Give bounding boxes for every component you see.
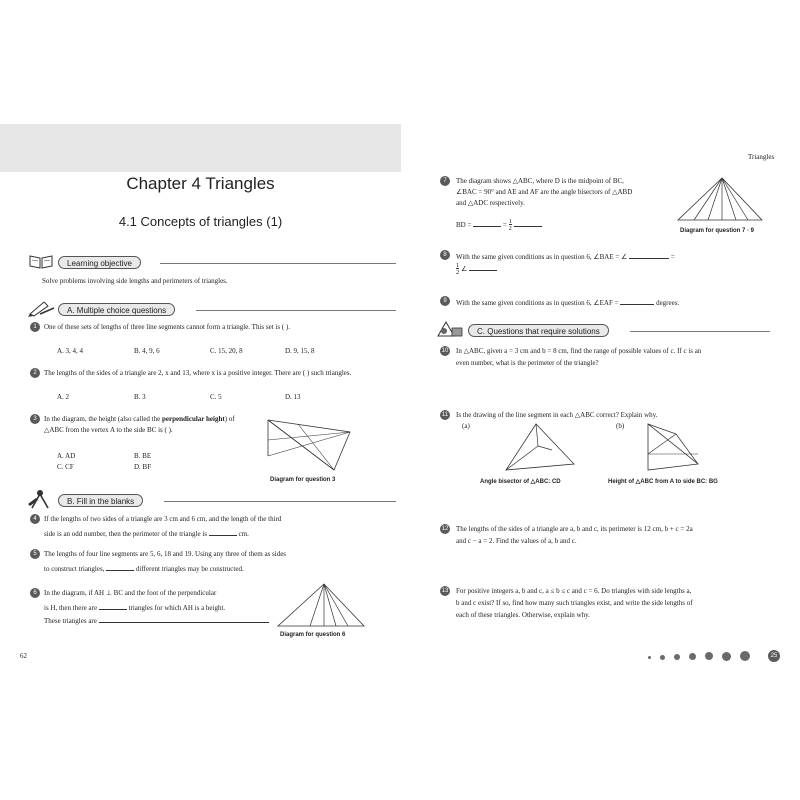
answer-blank[interactable] [209, 527, 237, 536]
question-4-line2: side is an odd number, then the perimeter of the triangle is cm. [44, 527, 249, 540]
answer-blank[interactable] [106, 562, 134, 571]
q1-option-d: D. 9, 15, 8 [285, 347, 315, 355]
section-title: 4.1 Concepts of triangles (1) [118, 214, 283, 229]
learning-objective-label: Learning objective [58, 256, 141, 269]
chapter-banner [0, 124, 401, 172]
q3-option-d: D. BF [134, 463, 152, 471]
question-8-line1: With the same given conditions as in question 6, ∠BAE = ∠ = [456, 250, 675, 263]
q2-option-a: A. 2 [57, 393, 70, 401]
question-6-line1: In the diagram, if AH ⊥ BC and the foot of the perpendicular [44, 589, 217, 597]
question-10-line2: even number, what is the perimeter of the triangle? [456, 359, 599, 367]
question-number-6: 6 [30, 588, 40, 598]
answer-blank[interactable] [620, 296, 654, 305]
running-header: Triangles [748, 153, 775, 161]
diagram-question-11a [500, 420, 580, 476]
answer-blank[interactable] [514, 218, 542, 227]
q2-option-b: B. 3 [134, 393, 146, 401]
diagram-7-caption: Diagram for question 7 · 9 [680, 228, 755, 234]
section-a-label: A. Multiple choice questions [58, 303, 175, 316]
question-number-5: 5 [30, 549, 40, 559]
question-number-3: 3 [30, 414, 40, 424]
question-number-13: 13 [441, 588, 449, 594]
divider [630, 331, 770, 332]
question-9-line1: With the same given conditions as in question 6, ∠EAF = degrees. [456, 296, 679, 309]
diagram-question-6 [274, 580, 370, 632]
chapter-title: Chapter 4 Triangles [126, 174, 275, 193]
divider [164, 501, 396, 502]
question-10-line1: In △ABC, given a = 3 cm and b = 8 cm, find the range of possible values of c. If c is an [456, 347, 702, 355]
answer-blank[interactable] [469, 262, 497, 271]
objective-text: Solve problems involving side lengths and perimeters of triangles. [42, 277, 228, 285]
q3-option-b: B. BE [134, 452, 152, 460]
question-5-line1: The lengths of four line segments are 5, 6, 18 and 19. Using any three of them as sides [44, 550, 287, 558]
question-4-line1: If the lengths of two sides of a triangle are 3 cm and 6 cm, and the length of the third [44, 515, 282, 523]
diagram-question-3 [258, 412, 374, 476]
diagram-6-caption: Diagram for question 6 [280, 632, 346, 638]
question-13-line1: For positive integers a, b and c, a ≤ b ≤ c and c = 6. Do triangles with side lengths a, [456, 587, 692, 595]
page-dot [705, 652, 713, 660]
question-8-line2: $\frac{1}{2}$ ∠ [456, 262, 497, 276]
question-12-line2: and c − a = 2. Find the values of a, b and c. [456, 537, 577, 545]
divider [160, 263, 396, 264]
question-1-text: One of these sets of lengths of three line segments cannot form a triangle. This set is ( ). [44, 323, 290, 331]
question-number-12: 12 [441, 526, 449, 532]
question-number-11: 11 [441, 412, 449, 418]
question-7-line4: BD = = $\frac{1}{2}$ [456, 218, 542, 232]
page-dot [660, 655, 665, 660]
answer-blank[interactable] [473, 218, 501, 227]
q3-option-c: C. CF [57, 463, 74, 471]
q1-option-a: A. 3, 4, 4 [57, 347, 84, 355]
answer-blank[interactable] [99, 601, 127, 610]
section-b-label: B. Fill in the blanks [58, 494, 143, 507]
diagram-3-caption: Diagram for question 3 [270, 477, 336, 483]
question-2-text: The lengths of the sides of a triangle are 2, x and 13, where x is a positive integer. There are ( ) such triangles. [44, 369, 352, 377]
q2-option-d: D. 13 [285, 393, 301, 401]
page-dot [674, 654, 680, 660]
shapes-icon [436, 318, 466, 338]
question-11-line1: Is the drawing of the line segment in each △ABC correct? Explain why. [456, 411, 658, 419]
divider [196, 310, 396, 311]
question-number-4: 4 [30, 514, 40, 524]
q1-option-c: C. 15, 20, 8 [210, 347, 243, 355]
section-c-label: C. Questions that require solutions [468, 324, 609, 337]
question-7-line3: and △ADC respectively. [456, 199, 525, 207]
open-book-icon [28, 252, 54, 270]
question-5-line2: to construct triangles, different triangles may be constructed. [44, 562, 244, 575]
page-dot [740, 651, 750, 661]
question-7-line1: The diagram shows △ABC, where D is the midpoint of BC, [456, 177, 624, 185]
diagram-question-11b [640, 420, 710, 476]
answer-blank[interactable] [629, 250, 669, 259]
page-dot [648, 656, 651, 659]
q11b-caption: Height of △ABC from A to side BC: BG [608, 479, 718, 485]
question-3-text: In the diagram, the height (also called the perpendicular height) of △ABC from the vertex A to the side BC is ( ). [44, 415, 235, 434]
question-number-8: 8 [440, 250, 450, 260]
page-dot [722, 652, 731, 661]
q11a-caption: Angle bisector of △ABC: CD [480, 479, 561, 485]
q11-label-a: (a) [462, 422, 470, 430]
question-12-line1: The lengths of the sides of a triangle are a, b and c, its perimeter is 12 cm, b + c = 2a [456, 525, 693, 533]
question-number-7: 7 [440, 176, 450, 186]
question-7-line2: ∠BAC = 90° and AE and AF are the angle bisectors of △ABD [456, 188, 633, 196]
question-number-2: 2 [30, 368, 40, 378]
page-dot [689, 653, 696, 660]
question-number-10: 10 [441, 348, 449, 354]
compass-icon [26, 488, 56, 510]
answer-blank[interactable] [99, 614, 269, 623]
page-number-left: 62 [20, 652, 27, 660]
q1-option-b: B. 4, 9, 6 [134, 347, 160, 355]
q3-option-a: A. AD [57, 452, 76, 460]
question-6-line2: is H, then there are triangles for which AH is a height. [44, 601, 225, 614]
page-number-right: 25 [768, 650, 780, 662]
q11-label-b: (b) [616, 422, 625, 430]
pencil-ruler-icon [26, 298, 56, 318]
question-number-9: 9 [440, 296, 450, 306]
diagram-question-7 [672, 174, 768, 226]
question-13-line3: each of these triangles. Otherwise, explain why. [456, 611, 590, 619]
question-13-line2: b and c exist? If so, find how many such triangles exist, and write the side lengths of [456, 599, 693, 607]
question-number-1: 1 [30, 322, 40, 332]
q2-option-c: C. 5 [210, 393, 222, 401]
question-6-line3: These triangles are [44, 614, 269, 627]
